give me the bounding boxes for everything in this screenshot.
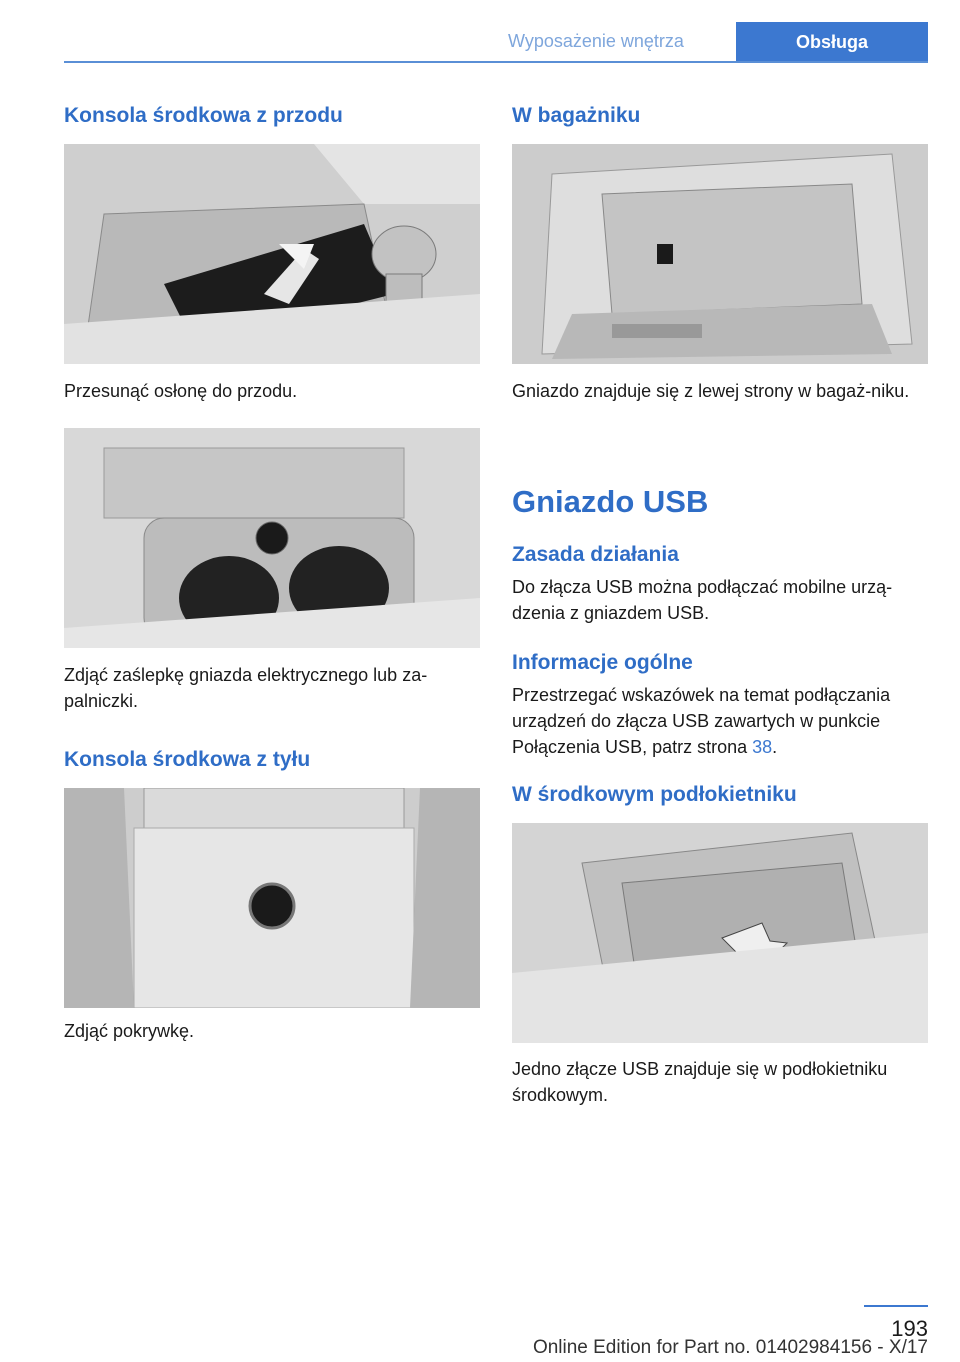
header-section-title: Wyposażenie wnętrza <box>508 31 684 51</box>
footer-edition: Online Edition for Part no. 01402984156 - X/17 <box>532 1337 928 1358</box>
text-general-post: . <box>772 737 778 757</box>
figure-rear-lid <box>64 788 480 1008</box>
heading-general-info: Informacje ogólne <box>512 651 693 674</box>
heading-principle: Zasada działania <box>512 543 679 566</box>
page-link-38[interactable]: 38 <box>752 737 773 757</box>
heading-rear-console: Konsola środkowa z tyłu <box>64 748 311 771</box>
heading-front-console: Konsola środkowa z przodu <box>64 104 343 127</box>
text-principle: Do złącza USB można podłączać mobilne urzą-dzenia z gniazdem USB. <box>512 577 893 623</box>
text-general-pre: Przestrzegać wskazówek na temat podłączania urządzeń do złącza USB zawartych w punkcie Połączenia USB, patrz strona <box>512 685 891 757</box>
caption-armrest-usb: Jedno złącze USB znajduje się w podłokietniku środkowym. <box>512 1059 888 1105</box>
page-number: 193 <box>891 1316 928 1341</box>
figure-socket-cap <box>64 428 480 648</box>
heading-usb-socket: Gniazdo USB <box>512 484 709 519</box>
heading-armrest: W środkowym podłokietniku <box>512 783 797 806</box>
caption-socket-cap: Zdjąć zaślepkę gniazda elektrycznego lub za-palniczki. <box>64 665 428 711</box>
figure-trunk-socket <box>512 144 928 364</box>
header-chapter-tab: Obsługa <box>736 22 928 62</box>
text-general-info <box>512 682 928 760</box>
figure-armrest-usb <box>512 823 928 1043</box>
caption-front-cover: Przesunąć osłonę do przodu. <box>64 381 298 401</box>
caption-rear-lid: Zdjąć pokrywkę. <box>64 1021 195 1041</box>
heading-trunk: W bagażniku <box>512 104 641 127</box>
footer-rule <box>864 1305 928 1307</box>
caption-trunk-socket: Gniazdo znajduje się z lewej strony w bagaż-niku. <box>512 381 910 401</box>
figure-front-cover <box>64 144 480 364</box>
header-rule <box>64 61 928 63</box>
